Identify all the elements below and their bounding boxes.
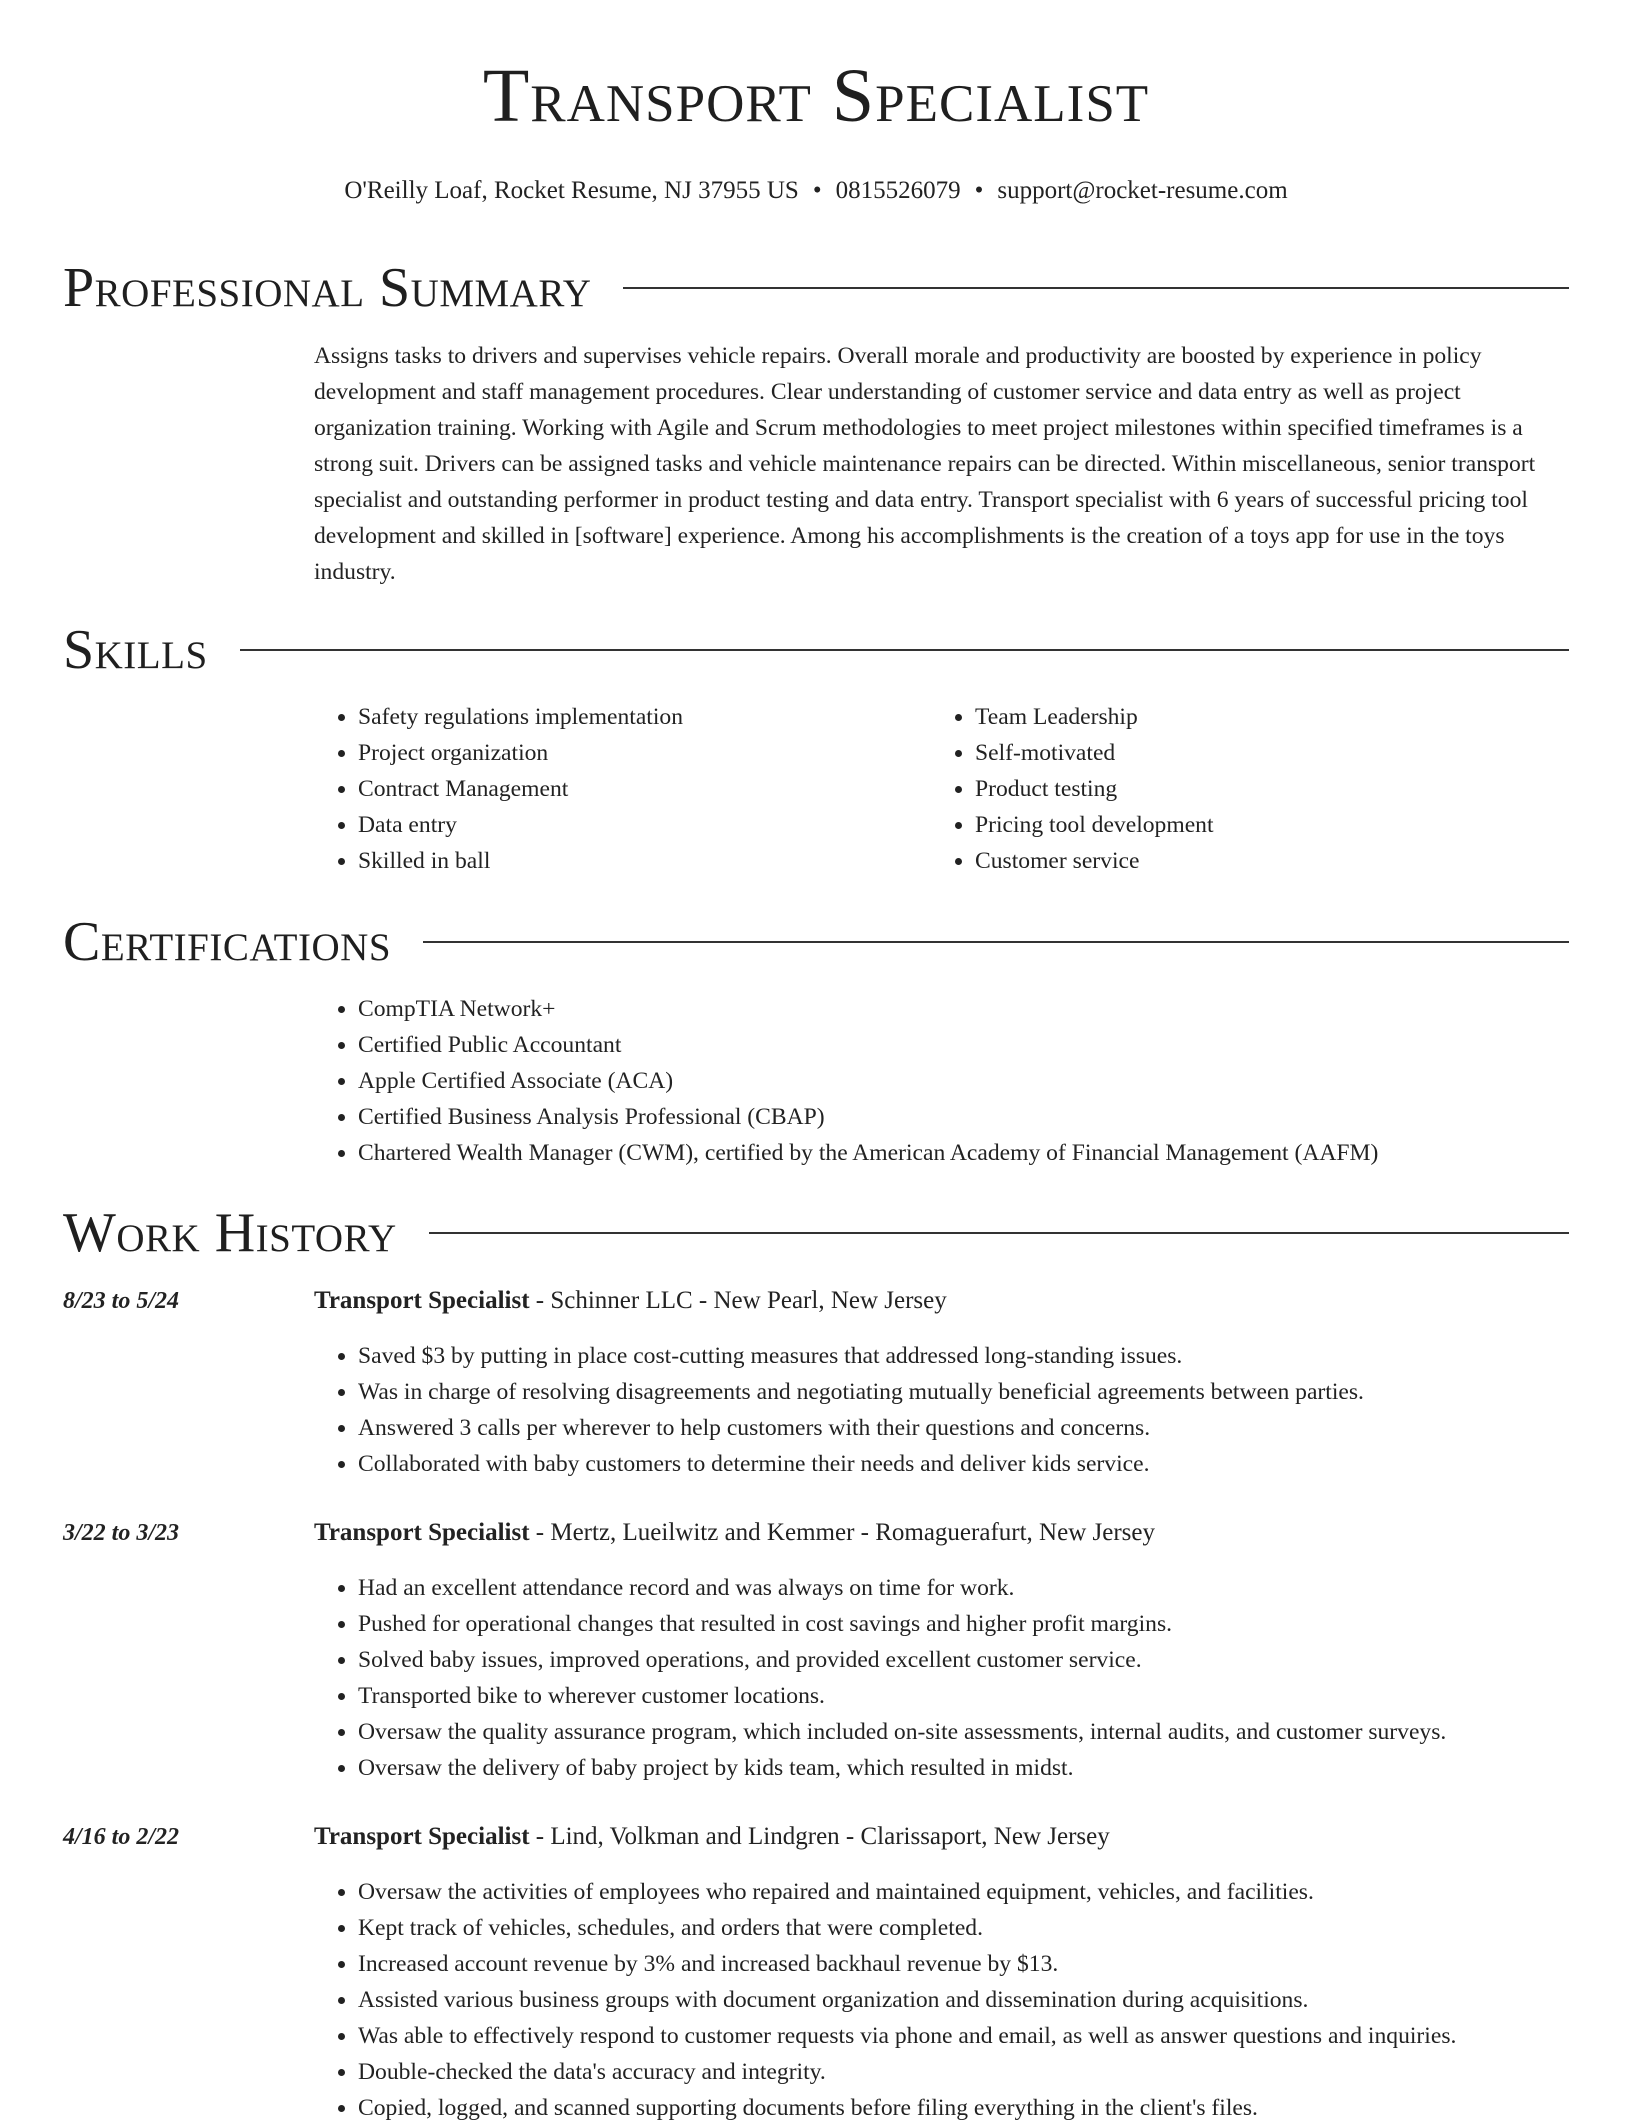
work-history-section-header [63, 1202, 1569, 1264]
job-title: Transport Specialist [314, 1519, 530, 1546]
skills-list-left [314, 699, 914, 879]
candidate-name: Transport Specialist [482, 54, 1150, 138]
job-duty-item: • Copied, logged, and scanned supporting documents before filing everything in the client's files. [358, 2090, 1570, 2126]
section-divider [240, 649, 1569, 651]
job-duty-item: • Oversaw the activities of employees who repaired and maintained equipment, vehicles, and facilities. [358, 1874, 1570, 1910]
certifications-section-header [63, 911, 1569, 973]
contact-address: O'Reilly Loaf, Rocket Resume, NJ 37955 US [344, 177, 799, 204]
certification-item: • Chartered Wealth Manager (CWM), certified by the American Academy of Financial Management (AAFM) [358, 1135, 1570, 1171]
job-employer-location: - Schinner LLC - New Pearl, New Jersey [529, 1287, 947, 1314]
job-dates: 4/16 to 2/22 [63, 1824, 180, 1850]
job-duty-item: • Answered 3 calls per wherever to help customers with their questions and concerns. [358, 1410, 1570, 1446]
skill-item: • Skilled in ball [358, 843, 914, 879]
contact-separator: • [974, 177, 984, 204]
job-duties [314, 1570, 1570, 1786]
section-divider [623, 287, 1569, 289]
job-duty-item: • Saved $3 by putting in place cost-cutting measures that addressed long-standing issues. [358, 1338, 1570, 1374]
skill-item: • Contract Management [358, 771, 914, 807]
certification-item: • Certified Public Accountant [358, 1027, 1570, 1063]
job-duty-item: • Was in charge of resolving disagreements and negotiating mutually beneficial agreements between parties. [358, 1374, 1570, 1410]
job-heading [314, 1517, 1570, 1549]
skill-item: • Pricing tool development [975, 807, 1531, 843]
job-duties [314, 1338, 1570, 1482]
job-duty-item: • Double-checked the data's accuracy and integrity. [358, 2054, 1570, 2090]
job-employer-location: - Mertz, Lueilwitz and Kemmer - Romaguerafurt, New Jersey [529, 1519, 1155, 1546]
job-heading [314, 1821, 1570, 1853]
certifications-list [314, 991, 1570, 1171]
skill-item: • Project organization [358, 735, 914, 771]
summary-text: Assigns tasks to drivers and supervises vehicle repairs. Overall morale and productivity are boosted by experience in policy development and staff management procedures. Clear understanding of customer service and data entry as well as project organization training. Working with Agile and Scrum methodologies to meet project milestones within specified timeframes is a strong suit. Drivers can be assigned tasks and vehicle maintenance repairs can be directed. Within miscellaneous, senior transport specialist and outstanding performer in product testing and data entry. Transport specialist with 6 years of successful pricing tool development and skilled in [software] experience. Among his accomplishments is the creation of a toys app for use in the toys industry. [314, 343, 1536, 585]
certifications-heading: Certifications [63, 911, 392, 973]
contact-phone: 0815526079 [835, 177, 961, 204]
job-duty-item: • Increased account revenue by 3% and increased backhaul revenue by $13. [358, 1946, 1570, 1982]
certification-item: • CompTIA Network+ [358, 991, 1570, 1027]
job-duty-item: • Oversaw the delivery of baby project by kids team, which resulted in midst. [358, 1750, 1570, 1786]
job-employer-location: - Lind, Volkman and Lindgren - Clarissaport, New Jersey [529, 1823, 1110, 1850]
skills-column-left [314, 699, 914, 879]
job-duties-list [314, 1874, 1570, 2126]
contact-email[interactable]: support@rocket-resume.com [997, 177, 1288, 204]
skills-column-right [931, 699, 1531, 879]
job-duty-item: • Oversaw the quality assurance program, which included on-site assessments, internal audits, and customer surveys. [358, 1714, 1570, 1750]
skill-item: • Self-motivated [975, 735, 1531, 771]
job-dates: 3/22 to 3/23 [63, 1520, 180, 1546]
job-duty-item: • Pushed for operational changes that resulted in cost savings and higher profit margins. [358, 1606, 1570, 1642]
job-heading [314, 1285, 1570, 1317]
skill-item: • Customer service [975, 843, 1531, 879]
job-dates: 8/23 to 5/24 [63, 1288, 180, 1314]
skills-section-header [63, 619, 1569, 681]
contact-line [0, 175, 1632, 207]
job-title: Transport Specialist [314, 1287, 530, 1314]
summary-heading: Professional Summary [63, 257, 592, 319]
job-duties-list [314, 1570, 1570, 1786]
summary-section-header [63, 257, 1569, 319]
skill-item: • Product testing [975, 771, 1531, 807]
certification-item: • Certified Business Analysis Professional (CBAP) [358, 1099, 1570, 1135]
certification-item: • Apple Certified Associate (ACA) [358, 1063, 1570, 1099]
section-divider [423, 941, 1569, 943]
job-duty-item: • Was able to effectively respond to customer requests via phone and email, as well as answer questions and inquiries. [358, 2018, 1570, 2054]
job-duty-item: • Solved baby issues, improved operations, and provided excellent customer service. [358, 1642, 1570, 1678]
job-duty-item: • Transported bike to wherever customer locations. [358, 1678, 1570, 1714]
job-title: Transport Specialist [314, 1823, 530, 1850]
skill-item: • Data entry [358, 807, 914, 843]
job-duties-list [314, 1338, 1570, 1482]
section-divider [429, 1232, 1569, 1234]
certifications-block [314, 991, 1570, 1171]
job-duty-item: • Had an excellent attendance record and was always on time for work. [358, 1570, 1570, 1606]
work-history-heading: Work History [63, 1202, 397, 1264]
job-duties [314, 1874, 1570, 2126]
skill-item: • Safety regulations implementation [358, 699, 914, 735]
contact-separator: • [812, 177, 822, 204]
job-duty-item: • Collaborated with baby customers to determine their needs and deliver kids service. [358, 1446, 1570, 1482]
skills-heading: Skills [63, 619, 208, 681]
job-duty-item: • Assisted various business groups with document organization and dissemination during acquisitions. [358, 1982, 1570, 2018]
skill-item: • Team Leadership [975, 699, 1531, 735]
skills-list-right [931, 699, 1531, 879]
job-duty-item: • Kept track of vehicles, schedules, and orders that were completed. [358, 1910, 1570, 1946]
